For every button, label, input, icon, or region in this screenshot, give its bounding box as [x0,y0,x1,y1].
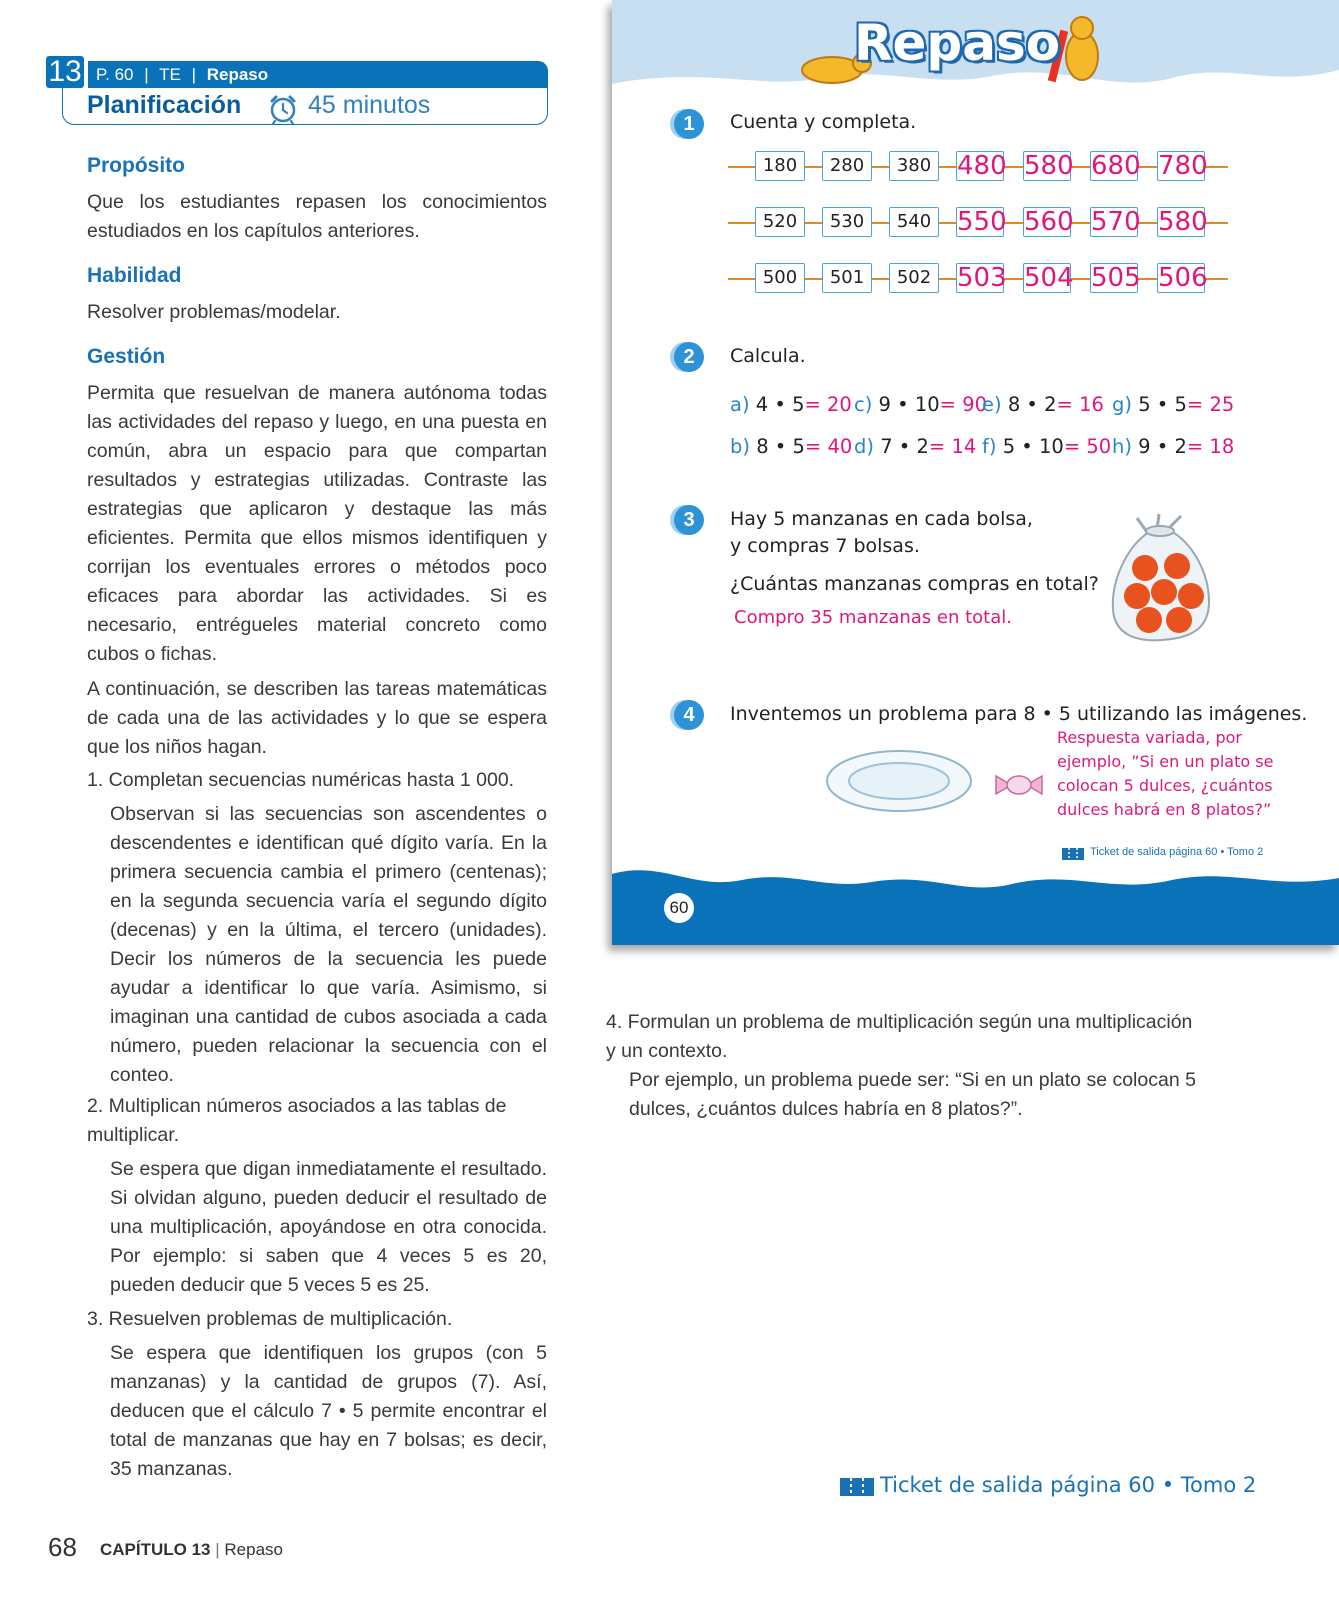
sequence-answer-box: 580 [1158,207,1208,237]
book-page-number: 60 [664,893,694,923]
footer-chapter: CAPÍTULO 13 | Repaso [100,1540,284,1559]
habilidad-heading: Habilidad [87,264,182,287]
sequence-answer-box: 580 [1024,151,1074,181]
item-2-text: Se espera que digan inmediatamente el resultado. Si olvidan alguno, pueden deducir el resultado de una multiplicación, apoyándose en otra conocida. Por ejemplo: si saben que 4 veces 5 es 20, pueden deducir que 5 veces 5 es 25. [110,1158,547,1296]
footer-section: Repaso [224,1540,284,1559]
exercise-2-prompt: Calcula. [730,345,806,367]
exercise-4-prompt: Inventemos un problema para 8 • 5 utilizando las imágenes. [730,703,1308,725]
item-1-text: Observan si las secuencias son ascendentes o descendentes e identifican qué dígito varía. En la primera secuencia cambia el primero (centenas); en la segunda secuencia varía el segundo dígito (decenas) y en la última, el tercero (unidades). Decir los números de la secuencia les puede ayudar a identificar lo que varía. Asimismo, si imaginan una cantidad de cubos asociada a cada número, pueden relacionar la secuencia con el conteo. [110,803,547,1086]
exercise-4-ticket: Ticket de salida página 60 • Tomo 2 [1090,846,1264,858]
continuacion-text: A continuación, se describen las tareas matemáticas de cada una de las actividades y lo que se espera que los niños hagan. [87,678,547,758]
sequence-box: 500 [755,263,805,293]
calc-item-h: h) 9 • 2= 18 [1112,435,1235,458]
exercise-3-question: ¿Cuántas manzanas compras en total? [730,573,1099,595]
candy-icon [994,770,1044,800]
ticket-icon [840,1478,874,1496]
sequence-answer-box: 503 [957,263,1007,293]
ticket-icon [1062,848,1084,860]
te-label: TE [159,65,181,84]
page-ref: P. 60 [96,65,134,84]
page-number: 68 [48,1532,77,1562]
footer-ticket-label: Ticket de salida página 60 • Tomo 2 [880,1473,1257,1497]
gestion-heading: Gestión [87,345,166,368]
calc-item-b: b) 8 • 5= 40 [730,435,853,458]
item-4-text: Por ejemplo, un problema puede ser: “Si en un plato se colocan 5 dulces, ¿cuántos dulces habría en 8 platos?”. [629,1069,1196,1120]
calc-item-e: e) 8 • 2= 16 [982,393,1104,416]
sequence-box: 520 [755,207,805,237]
proposito-heading: Propósito [87,154,185,177]
calc-item-g: g) 5 • 5= 25 [1112,393,1235,416]
repaso-title: Repaso [854,14,1061,72]
sequence-box: 502 [889,263,939,293]
item-3-text: Se espera que identifiquen los grupos (con 5 manzanas) y la cantidad de grupos (7). Así, deducen que el cálculo 7 • 5 permite encontrar el total de manzanas que hay en 7 bolsas; es decir, 35 manzanas. [110,1342,547,1480]
exercise-1-prompt: Cuenta y completa. [730,111,917,133]
item-2-title [87,1092,547,1150]
exercise-2-number: 2 [674,342,704,372]
exercise-3-answer: Compro 35 manzanas en total. [734,607,1012,628]
sequence-box: 280 [822,151,872,181]
header-bar: P. 60 | TE | Repaso [88,61,548,88]
item-1-title: 1. Completan secuencias numéricas hasta 1 000. [87,769,515,791]
calc-item-f: f) 5 • 10= 50 [982,435,1112,458]
alarm-clock-icon [266,93,300,125]
proposito-text: Que los estudiantes repasen los conocimientos estudiados en los capítulos anteriores. [87,191,547,242]
sequence-answer-box: 560 [1024,207,1074,237]
apple-bag-image [1107,510,1217,645]
sequence-box: 180 [755,151,805,181]
sequence-answer-box: 680 [1091,151,1141,181]
chapter-number-badge: 13 [46,56,84,88]
calc-item-d: d) 7 • 2= 14 [854,435,977,458]
sequence-answer-box: 506 [1158,263,1208,293]
sequence-box: 380 [889,151,939,181]
item-4-title: 4. Formulan un problema de multiplicación según una multiplicación y un contexto. [606,1011,1193,1062]
sequence-answer-box: 780 [1158,151,1208,181]
exercise-4-number: 4 [674,700,704,730]
planning-duration: 45 minutos [308,91,431,119]
item-2-title-text: 2. Multiplican números asociados a las tablas de multiplicar. [87,1095,507,1146]
sequence-box: 530 [822,207,872,237]
sequence-answer-box: 504 [1024,263,1074,293]
exercise-3-number: 3 [674,505,704,535]
bottom-wave [612,860,1339,945]
footer-chapter-label: CAPÍTULO 13 [100,1540,211,1559]
habilidad-text: Resolver problemas/modelar. [87,301,341,323]
sequence-answer-box: 480 [957,151,1007,181]
calc-item-c: c) 9 • 10= 90 [854,393,988,416]
sequence-answer-box: 505 [1091,263,1141,293]
section-label: Repaso [206,65,269,84]
exercise-4-answer: Respuesta variada, por ejemplo, ”Si en un plato se colocan 5 dulces, ¿cuántos dulces habrá en 8 platos?” [1057,728,1274,819]
sequence-answer-box: 570 [1091,207,1141,237]
item-3-title: 3. Resuelven problemas de multiplicación. [87,1308,453,1330]
plate-image [824,748,974,814]
exercise-3-line1: Hay 5 manzanas en cada bolsa, [730,508,1033,530]
exercise-1-number: 1 [674,109,704,139]
textbook-page [612,0,1339,945]
gestion-text: Permita que resuelvan de manera autónoma todas las actividades del repaso y luego, en una puesta en común, abra un espacio para que compartan resultados y estrategias utilizadas. Contraste las estrategias que aplicaron y destaque las más eficientes. Permita que ellos mismos identifiquen y corrijan los eventuales errores o métodos poco eficaces para abordar las actividades. Si es necesario, entrégueles material concreto como cubos o fichas. [87,382,547,665]
sequence-box: 501 [822,263,872,293]
planning-title: Planificación [87,91,242,119]
calc-item-a: a) 4 • 5= 20 [730,393,852,416]
sequence-box: 540 [889,207,939,237]
sequence-answer-box: 550 [957,207,1007,237]
exercise-3-line2: y compras 7 bolsas. [730,535,920,557]
